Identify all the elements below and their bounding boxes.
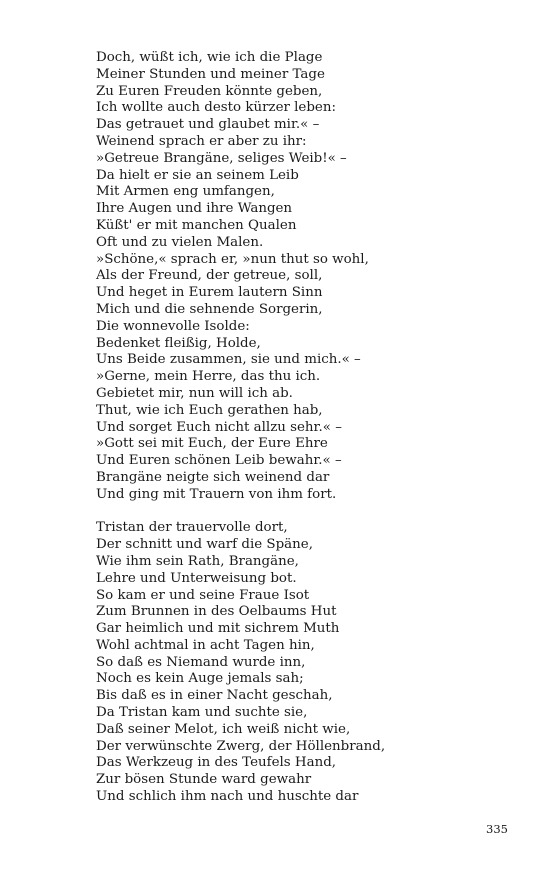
verse-line: Wohl achtmal in acht Tagen hin, xyxy=(96,637,315,653)
verse-line: Die wonnevolle Isolde: xyxy=(96,318,250,334)
verse-line: Da hielt er sie an seinem Leib xyxy=(96,167,299,183)
verse-text xyxy=(96,50,476,806)
verse-line: Der schnitt und warf die Späne, xyxy=(96,537,313,553)
verse-line: Das getrauet und glaubet mir.« – xyxy=(96,117,320,133)
verse-line: Gebietet mir, nun will ich ab. xyxy=(96,385,293,401)
verse-line: Und heget in Eurem lautern Sinn xyxy=(96,285,323,301)
verse-line: Da Tristan kam und suchte sie, xyxy=(96,705,308,721)
verse-line: Mit Armen eng umfangen, xyxy=(96,184,275,200)
page-number: 335 xyxy=(486,822,508,836)
verse-line: Gar heimlich und mit sichrem Muth xyxy=(96,621,340,637)
stanza xyxy=(96,520,476,806)
verse-line: Bis daß es in einer Nacht geschah, xyxy=(96,688,333,704)
verse-line: »Gott sei mit Euch, der Eure Ehre xyxy=(96,436,328,452)
stanza xyxy=(96,50,476,504)
verse-line: »Schöne,« sprach er, »nun thut so wohl, xyxy=(96,251,369,267)
verse-line: So kam er und seine Fraue Isot xyxy=(96,587,310,603)
verse-line: Zu Euren Freuden könnte geben, xyxy=(96,83,323,99)
verse-line: Als der Freund, der getreue, soll, xyxy=(96,268,323,284)
verse-line: Zur bösen Stunde ward gewahr xyxy=(96,772,312,788)
verse-line: Noch es kein Auge jemals sah; xyxy=(96,671,304,687)
verse-line: Thut, wie ich Euch gerathen hab, xyxy=(96,402,323,418)
verse-line: Doch, wüßt ich, wie ich die Plage xyxy=(96,50,323,65)
verse-line: Der verwünschte Zwerg, der Höllenbrand, xyxy=(96,738,386,754)
verse-line: Uns Beide zusammen, sie und mich.« – xyxy=(96,352,361,368)
verse-line: Daß seiner Melot, ich weiß nicht wie, xyxy=(96,721,351,737)
verse-line: Zum Brunnen in des Oelbaums Hut xyxy=(96,604,337,620)
verse-line: »Gerne, mein Herre, das thu ich. xyxy=(96,369,321,385)
verse-line: Küßt' er mit manchen Qualen xyxy=(96,217,297,233)
verse-line: Ich wollte auch desto kürzer leben: xyxy=(96,100,336,116)
verse-line: Und sorget Euch nicht allzu sehr.« – xyxy=(96,419,342,435)
verse-line: Wie ihm sein Rath, Brangäne, xyxy=(96,553,299,569)
verse-line: Das Werkzeug in des Teufels Hand, xyxy=(96,755,337,771)
verse-line: Meiner Stunden und meiner Tage xyxy=(96,66,325,82)
verse-line: Oft und zu vielen Malen. xyxy=(96,234,264,250)
verse-line: Und ging mit Trauern von ihm fort. xyxy=(96,486,337,502)
verse-line: »Getreue Brangäne, seliges Weib!« – xyxy=(96,150,347,166)
verse-line: Und Euren schönen Leib bewahr.« – xyxy=(96,453,342,469)
verse-line: Weinend sprach er aber zu ihr: xyxy=(96,133,307,149)
verse-line: Bedenket fleißig, Holde, xyxy=(96,335,261,351)
verse-line: Mich und die sehnende Sorgerin, xyxy=(96,301,323,317)
verse-line: Und schlich ihm nach und huschte dar xyxy=(96,789,359,805)
verse-line: Lehre und Unterweisung bot. xyxy=(96,570,297,586)
verse-line: So daß es Niemand wurde inn, xyxy=(96,654,306,670)
verse-line: Tristan der trauervolle dort, xyxy=(96,520,288,536)
verse-line: Ihre Augen und ihre Wangen xyxy=(96,201,293,217)
verse-line: Brangäne neigte sich weinend dar xyxy=(96,469,330,485)
